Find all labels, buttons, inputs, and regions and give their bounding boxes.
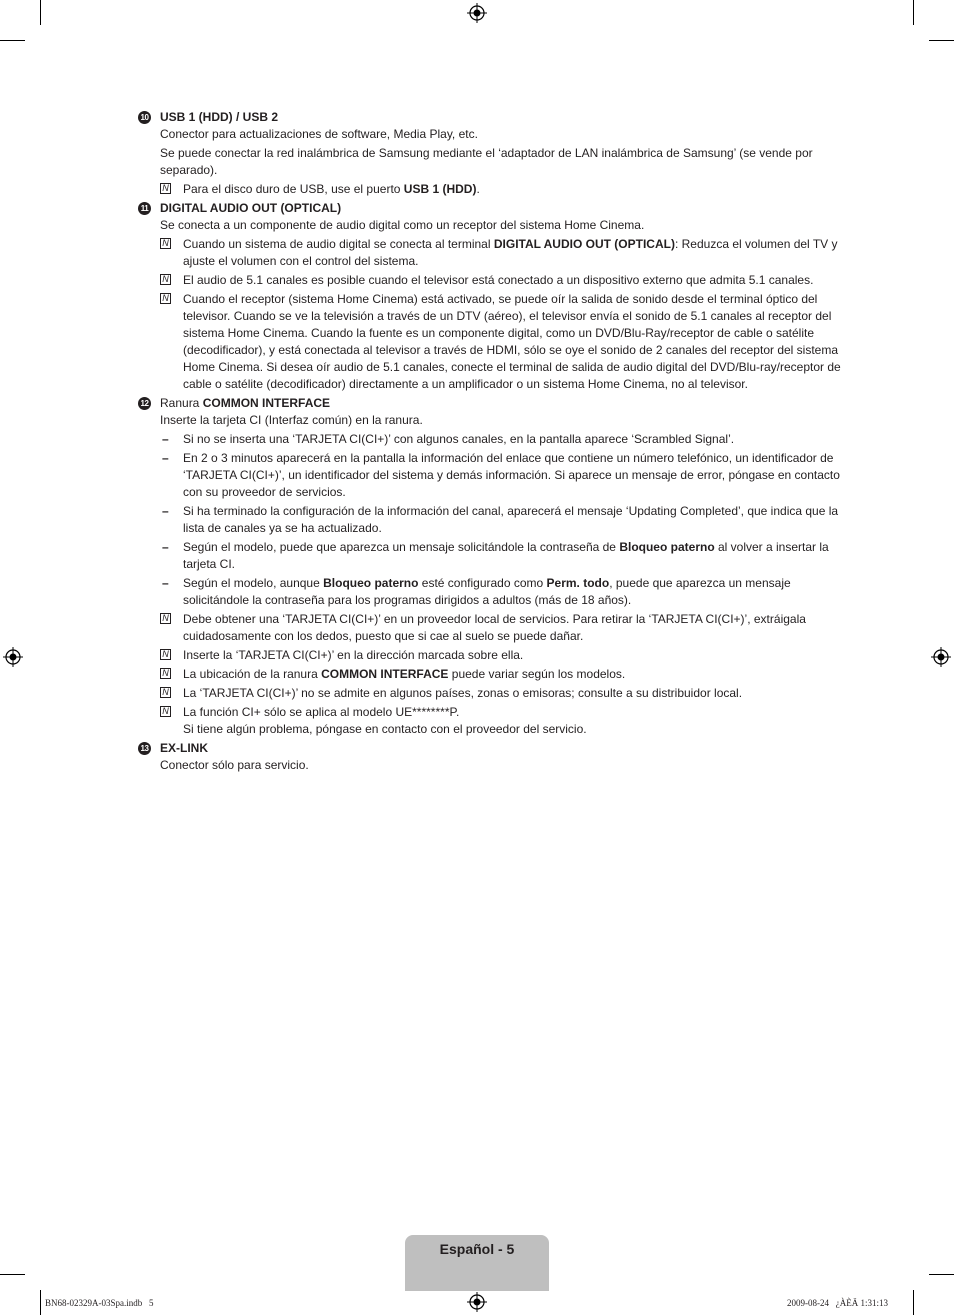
note: N La ubicación de la ranura COMMON INTERFACE puede variar según los modelos. — [160, 666, 844, 683]
registration-mark-icon — [931, 647, 951, 667]
note-icon: N — [160, 274, 171, 285]
item-number-badge: 10 — [138, 111, 151, 124]
item-number-badge: 11 — [138, 202, 151, 215]
dash-bullet: – — [162, 540, 169, 554]
dash-item: – Según el modelo, puede que aparezca un mensaje solicitándole la contraseña de Bloqueo paterno al volver a insertar la tarjeta CI. — [162, 540, 829, 571]
print-slug-right: 2009-08-24 ¿ÀÈÄ 1:31:13 — [787, 1298, 888, 1308]
note: N La ‘TARJETA CI(CI+)’ no se admite en algunos países, zonas o emisoras; consulte a su distribuidor local. — [160, 685, 844, 702]
registration-mark-icon — [467, 3, 487, 23]
crop-mark — [913, 1290, 914, 1315]
dash-bullet: – — [162, 451, 169, 465]
crop-mark — [0, 40, 25, 41]
paragraph: Se conecta a un componente de audio digital como un receptor del sistema Home Cinema. — [160, 218, 645, 232]
section-title: USB 1 (HDD) / USB 2 — [160, 110, 279, 124]
dash-bullet: – — [162, 576, 169, 590]
note: N Para el disco duro de USB, use el puerto USB 1 (HDD). — [160, 181, 844, 198]
note-icon: N — [160, 649, 171, 660]
note-icon: N — [160, 668, 171, 679]
note: N La función CI+ sólo se aplica al modelo UE********P. Si tiene algún problema, póngase en contacto con el proveedor del servicio. — [160, 704, 844, 738]
paragraph: Conector para actualizaciones de software, Media Play, etc. — [160, 127, 478, 141]
page-number-label: Español - 5 — [439, 1241, 515, 1257]
dash-bullet: – — [162, 432, 169, 446]
crop-mark — [0, 1274, 25, 1275]
note-icon: N — [160, 293, 171, 304]
note-icon: N — [160, 613, 171, 624]
dash-item: – Si ha terminado la configuración de la información del canal, aparecerá el mensaje ‘Updating Completed’, que indica que la lista de canales ya se ha actualizado. — [162, 504, 839, 535]
note-icon: N — [160, 706, 171, 717]
item-number-badge: 13 — [138, 742, 151, 755]
dash-bullet: – — [162, 504, 169, 518]
note: N El audio de 5.1 canales es posible cuando el televisor está conectado a un dispositivo externo que admita 5.1 canales. — [160, 272, 844, 289]
note: N Cuando un sistema de audio digital se conecta al terminal DIGITAL AUDIO OUT (OPTICAL): Reduzca el volumen del TV y ajuste el volumen con el control del sistema. — [160, 236, 844, 270]
registration-mark-icon — [3, 647, 23, 667]
item-number-badge: 12 — [138, 397, 151, 410]
section-digital-audio-out — [138, 200, 844, 393]
section-title: EX-LINK — [160, 741, 208, 755]
section-title: DIGITAL AUDIO OUT (OPTICAL) — [160, 201, 342, 215]
dash-item: – En 2 o 3 minutos aparecerá en la pantalla la información del enlace que contiene un número telefónico, un identificador de ‘TARJETA CI(CI+)’, un identificador del sistema y demás información. Si aparece un mensaje de error, póngase en contacto con su proveedor de servicios. — [162, 451, 840, 499]
note: N Debe obtener una ‘TARJETA CI(CI+)’ en un proveedor local de servicios. Para retirar la ‘TARJETA CI(CI+)’, extráigala cuidadosamente con los dedos, puesto que si cae al suelo se puede dañar. — [160, 611, 844, 645]
paragraph: Conector sólo para servicio. — [160, 758, 309, 772]
section-title: Ranura COMMON INTERFACE — [160, 396, 331, 410]
section-usb — [138, 109, 844, 198]
section-ex-link — [138, 740, 844, 774]
crop-mark — [913, 0, 914, 25]
note-icon: N — [160, 238, 171, 249]
registration-mark-icon — [467, 1292, 487, 1312]
note: N Cuando el receptor (sistema Home Cinema) está activado, se puede oír la salida de sonido desde el terminal óptico del televisor. Cuando se ve la televisión a través de un DTV (aéreo), el televisor envía el sonido de 5.1 canales al receptor del sistema Home Cinema. Cuando la fuente es un componente digital, como un DVD/Blu-Ray/receptor de cable o satélite (decodificador), y está conectada al televisor a través de HDMI, sólo se oye el sonido de 2 canales del receptor del sistema Home Cinema. Si desea oír audio de 5.1 canales, conecte el terminal de salida de audio digital del DVD/Blu-ray/receptor de cable o satélite (decodificador) directamente a un amplificador o un sistema Home Cinema, no al televisor. — [160, 291, 844, 393]
print-slug-left: BN68-02329A-03Spa.indb 5 — [45, 1298, 154, 1308]
crop-mark — [929, 40, 954, 41]
note: N Inserte la ‘TARJETA CI(CI+)’ en la dirección marcada sobre ella. — [160, 647, 844, 664]
dash-item: – Según el modelo, aunque Bloqueo paterno esté configurado como Perm. todo, puede que aparezca un mensaje solicitándole la contraseña para los programas dirigidos a adultos (más de 18 años). — [162, 576, 791, 607]
crop-mark — [40, 1290, 41, 1315]
dash-item: – Si no se inserta una ‘TARJETA CI(CI+)’ con algunos canales, en la pantalla aparece ‘Scrambled Signal’. — [162, 432, 735, 446]
paragraph: Inserte la tarjeta CI (Interfaz común) en la ranura. — [160, 413, 423, 427]
manual-content — [138, 109, 844, 776]
note-icon: N — [160, 687, 171, 698]
section-common-interface — [138, 395, 844, 738]
crop-mark — [929, 1274, 954, 1275]
note-icon: N — [160, 183, 171, 194]
paragraph: Se puede conectar la red inalámbrica de Samsung mediante el ‘adaptador de LAN inalámbrica de Samsung’ (se vende por separado). — [160, 146, 813, 177]
crop-mark — [40, 0, 41, 25]
